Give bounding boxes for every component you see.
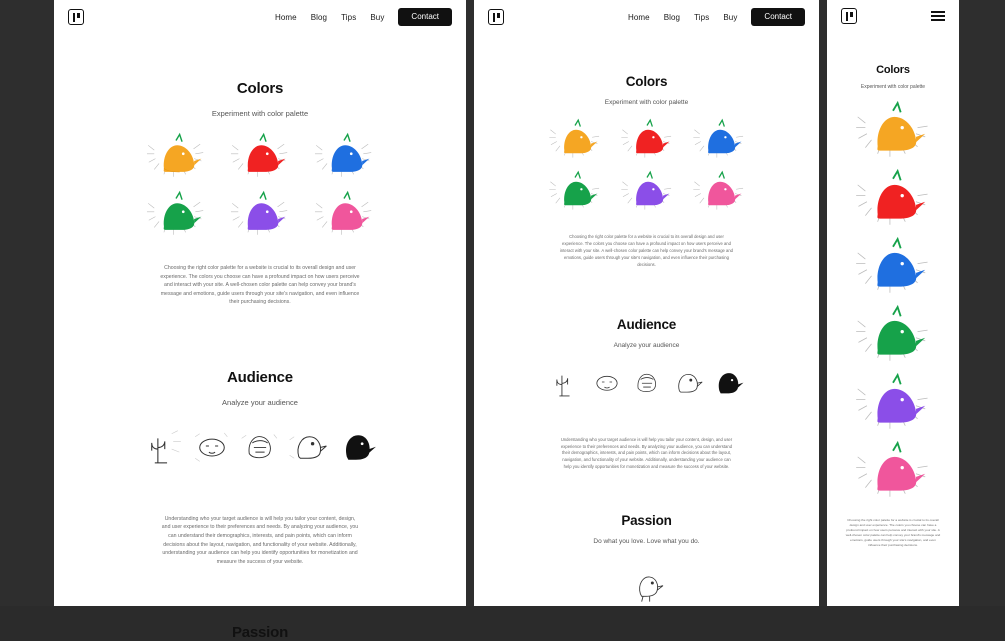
bird-green[interactable] [145, 190, 207, 242]
nav-link-buy[interactable]: Buy [370, 12, 385, 22]
viewport-desktop[interactable] [54, 0, 466, 641]
bird-purple[interactable] [854, 372, 932, 438]
bird-green[interactable] [547, 170, 603, 216]
colors-body: Choosing the right color palette for a website is crucial to its overall design and user experience. The colors you choose can have a profound impact on how users perceive and interact with your site. A well-chosen color palette can help convey your brand's message and emotions, guide users through your site's navigation, and even influence their purchasing decisions. [160, 265, 360, 306]
section-passion [54, 624, 466, 641]
colors-subtitle: Experiment with color palette [604, 99, 689, 106]
bird-red[interactable] [229, 132, 291, 184]
nav-link-tips[interactable]: Tips [694, 12, 710, 22]
duck-bird-icon[interactable] [285, 423, 331, 469]
site-header-tablet [474, 0, 819, 34]
section-passion-tablet [474, 513, 819, 603]
cactus-bird-icon[interactable] [548, 363, 586, 401]
passion-title: Passion [231, 624, 289, 641]
color-swatch-grid [54, 132, 466, 242]
section-audience-tablet [474, 317, 819, 472]
viewport-mobile[interactable] [827, 0, 959, 606]
bird-pink[interactable] [313, 190, 375, 242]
colors-title: Colors [625, 74, 668, 89]
passion-illustration [474, 563, 819, 603]
bird-blue[interactable] [854, 236, 932, 302]
nav-link-buy[interactable]: Buy [723, 12, 738, 22]
audience-illustration-row-tablet [474, 363, 819, 401]
cactus-bird-icon[interactable] [141, 423, 187, 469]
nav-link-blog[interactable]: Blog [663, 12, 681, 22]
colors-body: Choosing the right color palette for a website is crucial to its overall design and user experience. The colors you choose can have a profound impact on how users perceive and interact with your site. A well-chosen color palette can help convey your brand's message and emotions, guide users through your site's navigation, and even influence their purchasing decisions. [559, 234, 734, 267]
section-audience [54, 369, 466, 566]
audience-body: Understanding who your target audience is will help you tailor your content, design, and user experience to their preferences and needs. By analyzing your audience, you can understand their demographics, interests, and pain points, which can inform decisions about the layout, navigation, and functionality of your website. Additionally, understanding your audience can help you identify opportunities for monetization and measure the success of your website. [560, 436, 733, 470]
audience-title: Audience [227, 368, 293, 386]
nav-link-tips[interactable]: Tips [341, 12, 357, 22]
passion-title: Passion [621, 513, 672, 529]
audience-body: Understanding who your target audience is will help you tailor your content, design, and user experience to their preferences and needs. By analyzing your audience, you can understand their demographics, interests, and pain points, which can inform decisions about the layout, navigation, and functionality of your website. Additionally, understanding your audience can help you identify opportunities for monetization and measure the success of your website. [161, 515, 359, 565]
contact-button[interactable]: Contact [398, 8, 452, 26]
bird-blue[interactable] [691, 118, 747, 164]
colors-title: Colors [236, 80, 284, 97]
book-logo-icon[interactable] [488, 9, 504, 25]
bird-blue[interactable] [313, 132, 375, 184]
book-logo-icon[interactable] [841, 8, 857, 24]
audience-subtitle: Analyze your audience [222, 397, 298, 407]
colors-title: Colors [876, 64, 910, 76]
site-header-mobile [827, 0, 959, 32]
duck-bird-icon[interactable] [668, 363, 706, 401]
passion-subtitle: Do what you love. Love what you do. [593, 538, 700, 546]
nav-link-home[interactable]: Home [274, 12, 297, 22]
colors-subtitle: Experiment with color palette [860, 84, 926, 90]
bird-orange[interactable] [145, 132, 207, 184]
colors-body: Choosing the right color palette for a website is crucial to its overall design and user experience. The colors you choose can have a profound impact on how users perceive and interact with your site. A well-chosen color palette can help convey your brand's message and emotions, guide users through your site's navigation, and even influence their purchasing decisions. [845, 518, 941, 548]
page-scroll-desktop[interactable] [54, 0, 466, 641]
sleeping-bird-icon[interactable] [588, 363, 626, 401]
audience-subtitle: Analyze your audience [613, 341, 680, 349]
black-bird-icon[interactable] [708, 363, 746, 401]
section-colors-mobile [827, 64, 959, 549]
bird-red[interactable] [854, 168, 932, 234]
black-bird-icon[interactable] [333, 423, 379, 469]
audience-illustration-row [54, 423, 466, 469]
bird-green[interactable] [854, 304, 932, 370]
audience-title: Audience [616, 316, 677, 332]
section-colors [54, 80, 466, 307]
bird-red[interactable] [619, 118, 675, 164]
book-logo-icon[interactable] [68, 9, 84, 25]
scribble-bird-icon[interactable] [237, 423, 283, 469]
nav-link-blog[interactable]: Blog [310, 12, 328, 22]
section-colors-tablet [474, 74, 819, 269]
page-scroll-mobile[interactable] [827, 0, 959, 606]
contact-button[interactable]: Contact [751, 8, 805, 26]
bird-pink[interactable] [854, 440, 932, 506]
bird-orange[interactable] [854, 100, 932, 166]
hamburger-icon[interactable] [931, 11, 945, 21]
passion-bird-icon[interactable] [625, 563, 669, 603]
bird-purple[interactable] [229, 190, 291, 242]
bird-orange[interactable] [547, 118, 603, 164]
nav-links-tablet [628, 8, 805, 26]
bird-purple[interactable] [619, 170, 675, 216]
site-header [54, 0, 466, 34]
color-swatch-grid-mobile [827, 100, 959, 506]
page-scroll-tablet[interactable] [474, 0, 819, 606]
colors-subtitle: Experiment with color palette [211, 109, 309, 118]
nav-links [275, 8, 452, 26]
bird-pink[interactable] [691, 170, 747, 216]
scribble-bird-icon[interactable] [628, 363, 666, 401]
nav-link-home[interactable]: Home [627, 12, 650, 22]
viewport-tablet[interactable] [474, 0, 819, 606]
color-swatch-grid-tablet [474, 118, 819, 216]
sleeping-bird-icon[interactable] [189, 423, 235, 469]
